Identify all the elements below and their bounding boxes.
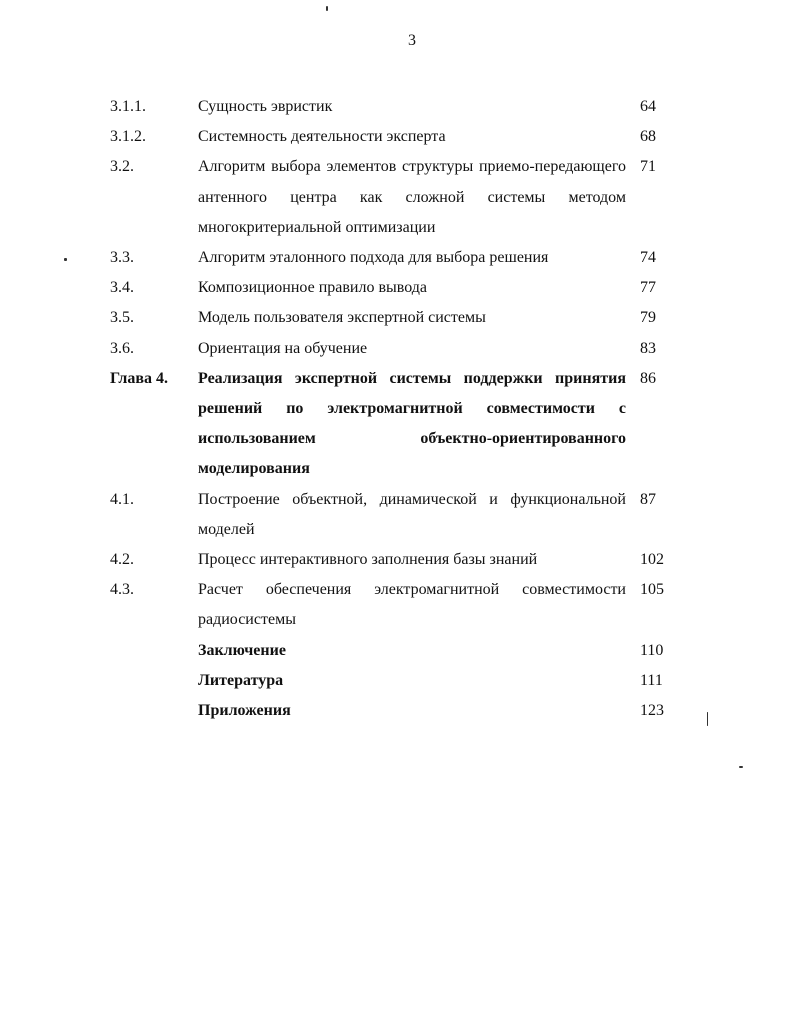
- page-number: 3: [408, 32, 416, 49]
- toc-section-title: Сущность эвристик: [198, 98, 333, 115]
- toc-section-number: 3.1.1.: [110, 98, 146, 115]
- toc-section-title: Алгоритм эталонного подхода для выбора решения: [198, 249, 549, 267]
- toc-page-number: 71: [640, 158, 656, 176]
- toc-page-number: 105: [640, 581, 664, 599]
- toc-section-number: 4.3.: [110, 581, 134, 599]
- toc-section-number: 4.1.: [110, 490, 134, 508]
- toc-page-number: 110: [640, 641, 664, 659]
- toc-row-end: [110, 636, 670, 666]
- scan-speck: [739, 766, 743, 768]
- toc-section-number: 3.5.: [110, 309, 134, 327]
- toc-page-number: 123: [640, 702, 664, 720]
- toc-page-number: 102: [640, 551, 664, 569]
- toc-row: [110, 575, 670, 635]
- toc-row: [110, 303, 670, 333]
- toc-end-title: Приложения: [198, 702, 291, 720]
- toc-section-number: 3.4.: [110, 279, 134, 297]
- toc-section-number: 3.3.: [110, 249, 134, 267]
- table-of-contents: [110, 92, 670, 726]
- toc-page-number: 77: [640, 279, 656, 297]
- toc-row: [110, 92, 670, 122]
- toc-section-title: Процесс интерактивного заполнения базы знаний: [198, 551, 538, 569]
- toc-page-number: 64: [640, 98, 656, 115]
- toc-section-title: Модель пользователя экспертной системы: [198, 309, 486, 327]
- toc-row: [110, 545, 670, 575]
- toc-row: [110, 243, 670, 273]
- toc-page-number: 68: [640, 128, 656, 146]
- toc-section-number: 3.1.2.: [110, 128, 146, 146]
- toc-page-number: 79: [640, 309, 656, 327]
- toc-row: [110, 334, 670, 364]
- toc-row: [110, 273, 670, 303]
- toc-page-number: 74: [640, 249, 656, 267]
- toc-row-end: [110, 666, 670, 696]
- toc-section-title: Алгоритм выбора элементов структуры приемо-передающего антенного центра как сложной системы методом многокритериальной оптимизации: [198, 158, 626, 236]
- toc-end-title: Литература: [198, 671, 284, 689]
- scan-speck: [64, 258, 67, 261]
- scan-speck: [707, 712, 708, 726]
- toc-chapter-title: Реализация экспертной системы поддержки принятия решений по электромагнитной совместимости с использованием объектно-ориентированного моделирования: [198, 369, 626, 478]
- toc-row: [110, 122, 670, 152]
- toc-end-title: Заключение: [198, 641, 286, 659]
- toc-row: [110, 485, 670, 545]
- toc-section-number: 3.6.: [110, 339, 134, 357]
- toc-row-chapter: [110, 364, 670, 485]
- toc-row-end: [110, 696, 670, 726]
- toc-section-number: 3.2.: [110, 158, 134, 176]
- toc-chapter-number: Глава 4.: [110, 369, 168, 387]
- toc-section-title: Системность деятельности эксперта: [198, 128, 446, 146]
- toc-page-number: 111: [640, 671, 663, 689]
- toc-page-number: 86: [640, 369, 656, 387]
- toc-row: [110, 152, 670, 243]
- toc-page-number: 87: [640, 490, 656, 508]
- toc-section-title: Расчет обеспечения электромагнитной совместимости радиосистемы: [198, 581, 626, 629]
- toc-section-title: Построение объектной, динамической и функциональной моделей: [198, 490, 626, 538]
- toc-section-title: Композиционное правило вывода: [198, 279, 427, 297]
- toc-section-title: Ориентация на обучение: [198, 339, 368, 357]
- toc-section-number: 4.2.: [110, 551, 134, 569]
- toc-page-number: 83: [640, 339, 656, 357]
- scan-speck: [326, 6, 328, 11]
